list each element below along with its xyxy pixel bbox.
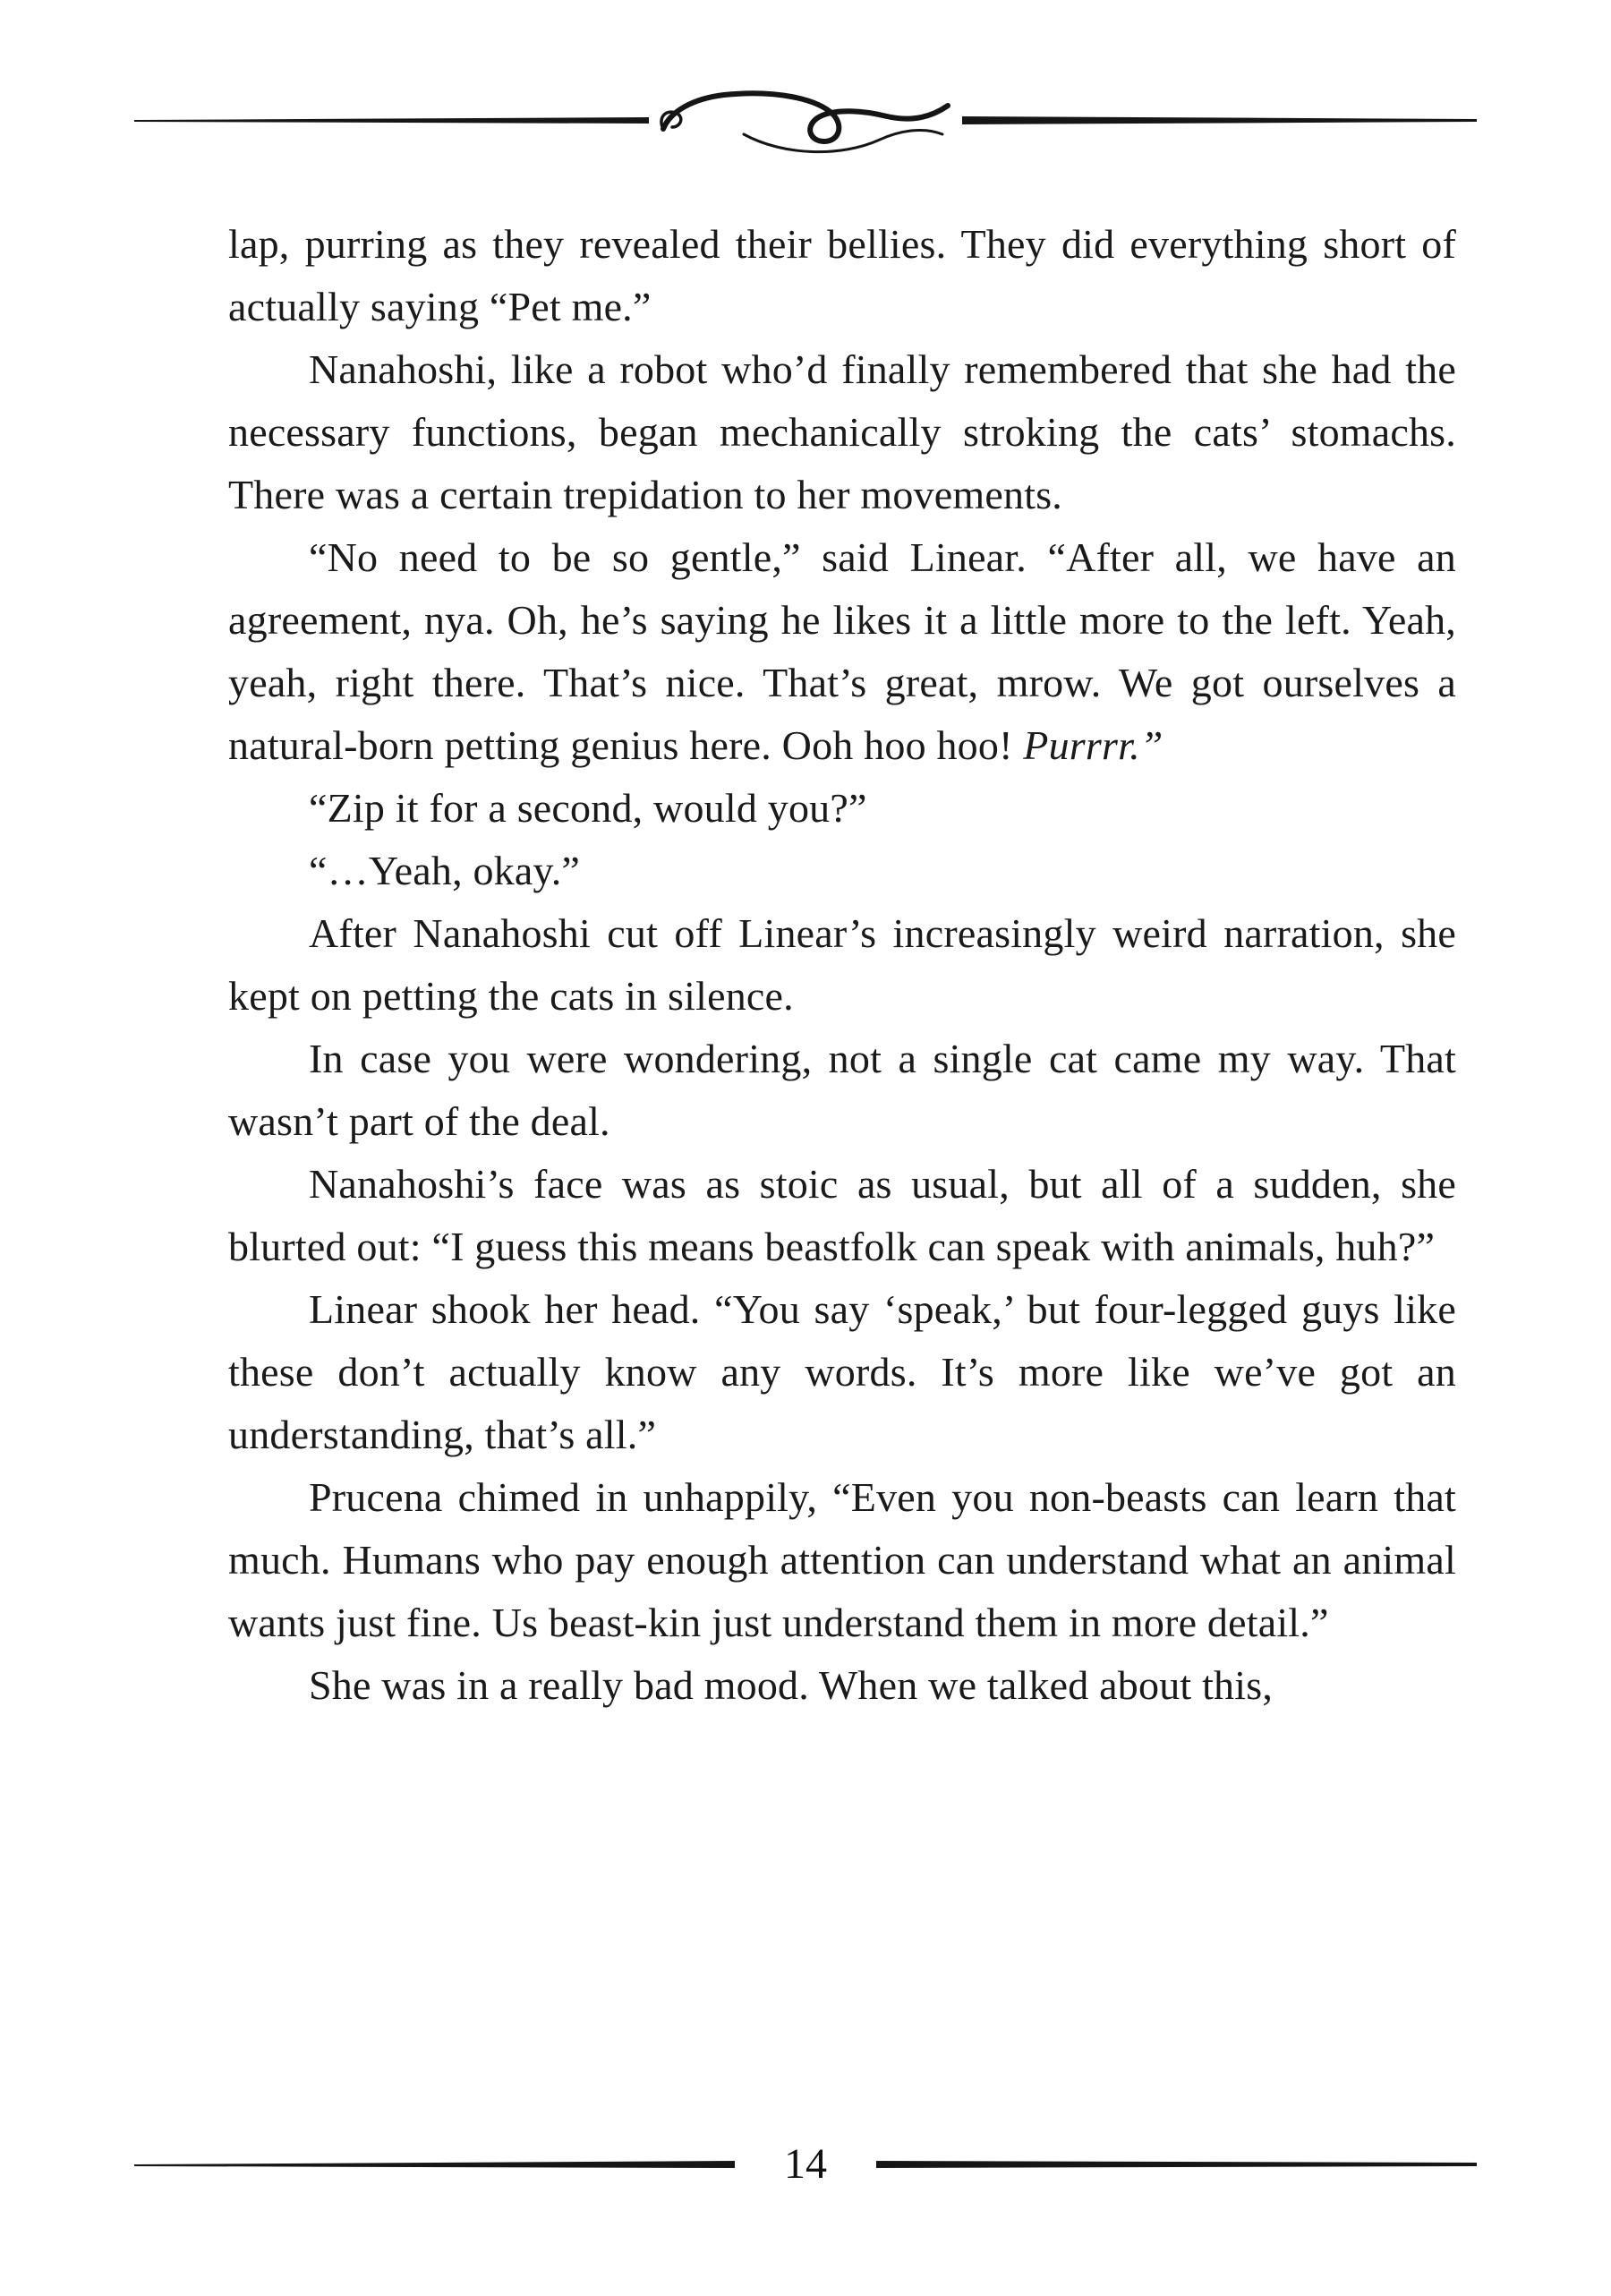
paragraph [228, 1153, 1456, 1278]
paragraph [228, 1028, 1456, 1153]
paragraph [228, 1654, 1456, 1717]
header-rule-left [134, 115, 649, 127]
header-rule-right [962, 115, 1477, 127]
text-run: Nanahoshi, like a robot who’d finally remembered that she had the necessary functions, began mechanically stroking the cats’ stomachs. There was a certain trepidation to her movements. [228, 346, 1456, 517]
paragraph [228, 526, 1456, 777]
footer-rule-left [134, 2158, 735, 2171]
text-run: In case you were wondering, not a single cat came my way. That wasn’t part of the deal. [228, 1036, 1456, 1144]
page-number: 14 [784, 2140, 827, 2188]
text-run: Linear shook her head. “You say ‘speak,’ but four-legged guys like these don’t actually know any words. It’s more like we’ve got an understanding, that’s all.” [228, 1286, 1456, 1457]
paragraph [228, 338, 1456, 526]
text-run: “No need to be so gentle,” said Linear. “After all, we have an agreement, nya. Oh, he’s saying he likes it a little more to the left. Yeah, yeah, right there. That’s nice. That’s great, mrow. We got ourselves a natural-born petting genius here. Ooh hoo hoo! [228, 534, 1456, 768]
text-run: After Nanahoshi cut off Linear’s increasingly weird narration, she kept on petting the cats in silence. [228, 910, 1456, 1019]
page-body-text [228, 213, 1456, 1717]
text-run: lap, purring as they revealed their bellies. They did everything short of actually saying “Pet me.” [228, 221, 1456, 329]
text-run: Purrrr.” [1023, 722, 1164, 768]
text-run: “Zip it for a second, would you?” [309, 785, 867, 831]
paragraph [228, 1466, 1456, 1654]
page-footer [134, 2132, 1477, 2197]
paragraph [228, 840, 1456, 902]
page-header [134, 72, 1477, 170]
paragraph [228, 777, 1456, 840]
text-run: She was in a really bad mood. When we talked about this, [309, 1662, 1274, 1708]
footer-rule-right [876, 2158, 1477, 2171]
flourish-ornament-icon [658, 72, 953, 170]
text-run: “…Yeah, okay.” [309, 848, 581, 893]
paragraph [228, 902, 1456, 1028]
paragraph [228, 1278, 1456, 1466]
text-run: Nanahoshi’s face was as stoic as usual, but all of a sudden, she blurted out: “I guess this means beastfolk can speak with animals, huh?” [228, 1161, 1456, 1269]
paragraph [228, 213, 1456, 338]
text-run: Prucena chimed in unhappily, “Even you non-beasts can learn that much. Humans who pay enough attention can understand what an animal wants just fine. Us beast-kin just understand them in more detail.” [228, 1474, 1456, 1645]
